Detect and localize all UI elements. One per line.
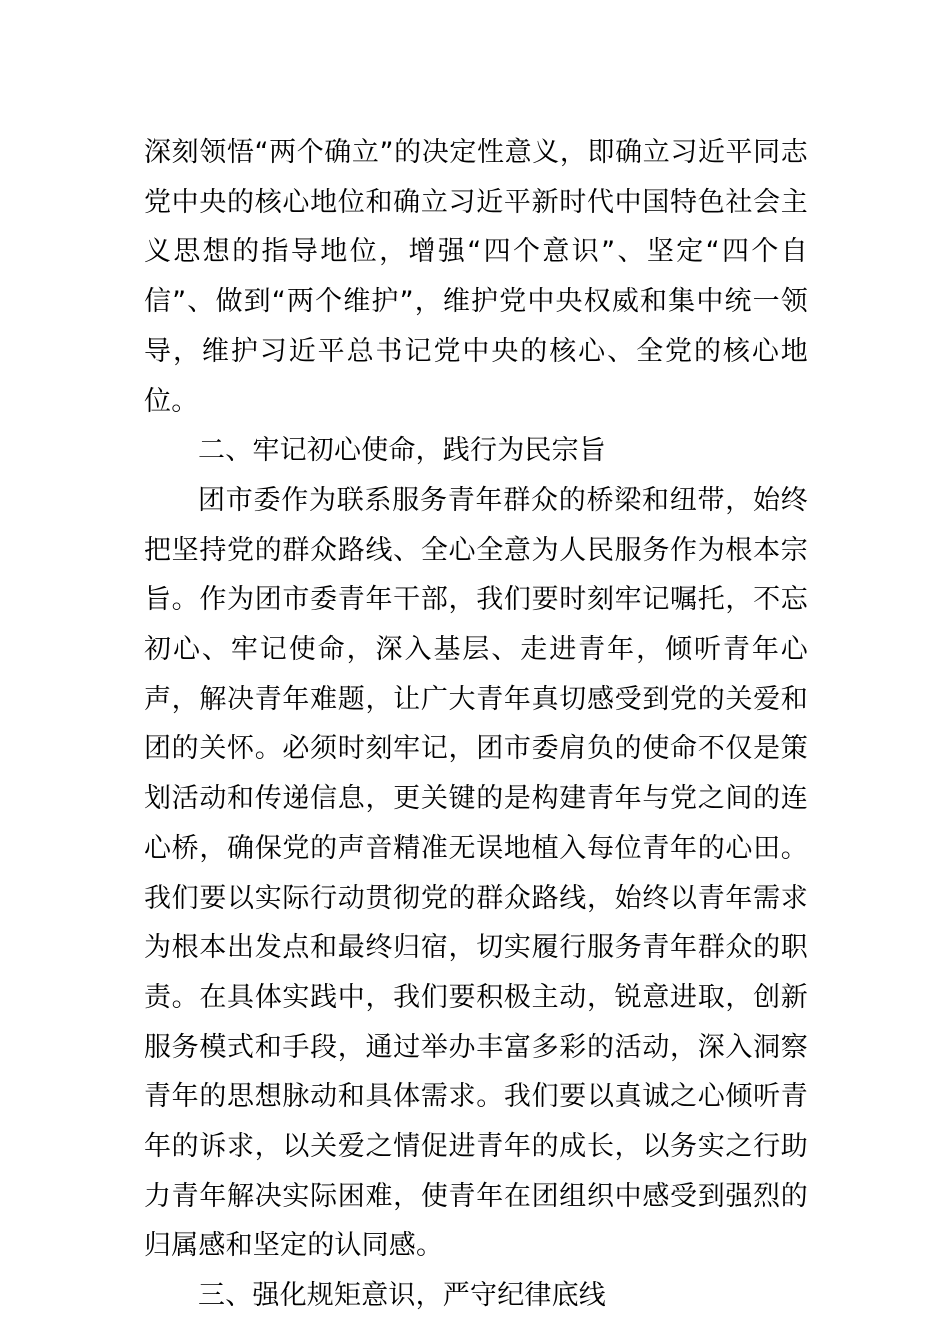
paragraph-body: 团市委作为联系服务青年群众的桥梁和纽带，始终把坚持党的群众路线、全心全意为人民服务作为根本宗旨。作为团市委青年干部，我们要时刻牢记嘱托，不忘初心、牢记使命，深入基层、走进青年，倾听青年心声，解决青年难题，让广大青年真切感受到党的关爱和团的关怀。必须时刻牢记，团市委肩负的使命不仅是策划活动和传递信息，更关键的是构建青年与党之间的连心桥，确保党的声音精准无误地植入每位青年的心田。我们要以实际行动贯彻党的群众路线，始终以青年需求为根本出发点和最终归宿，切实履行服务青年群众的职责。在具体实践中，我们要积极主动，锐意进取，创新服务模式和手段，通过举办丰富多彩的活动，深入洞察青年的思想脉动和具体需求。我们要以真诚之心倾听青年的诉求，以关爱之情促进青年的成长，以务实之行助力青年解决实际困难，使青年在团组织中感受到强烈的归属感和坚定的认同感。: [144, 484, 808, 1262]
paragraph-continuation: 深刻领悟“两个确立”的决定性意义，即确立习近平同志党中央的核心地位和确立习近平新时代中国特色社会主义思想的指导地位，增强“四个意识”、坚定“四个自信”、做到“两个维护”，维护党中央权威和集中统一领导，维护习近平总书记党中央的核心、全党的核心地位。: [144, 137, 808, 417]
section-heading-2: 二、牢记初心使命，践行为民宗旨: [198, 435, 606, 467]
section-heading-3: 三、强化规矩意识，严守纪律底线: [198, 1280, 606, 1312]
document-body: [144, 128, 808, 1321]
